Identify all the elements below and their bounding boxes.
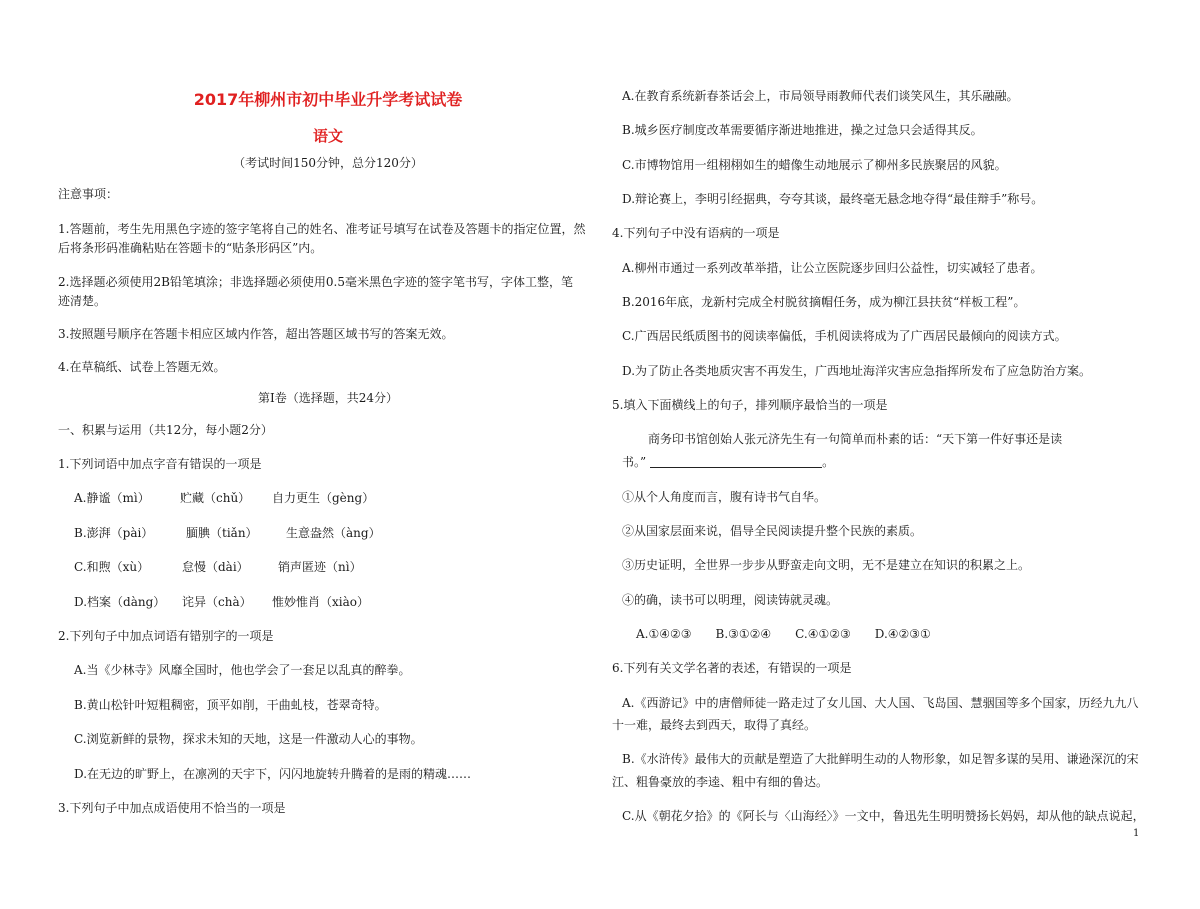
q5-options: A.①④②③ B.③①②④ C.④①②③ D.④②③① [636,627,931,641]
q3-option-b: B.城乡医疗制度改革需要循序渐进地推进，操之过急只会适得其反。 [622,123,983,137]
notice-item-1: 1.答题前，考生先用黑色字迹的签字笔将自己的姓名、准考证号填写在试卷及答题卡的指定位置，然 [58,222,586,236]
q1-option-c-3: 销声匿迹（nì） [278,560,362,574]
q4-option-b: B.2016年底，龙新村完成全村脱贫摘帽任务，成为柳江县扶贫“样板工程”。 [622,295,1026,309]
q1-option-b-3: 生意盎然（àng） [286,526,381,540]
q4-stem: 4.下列句子中没有语病的一项是 [612,226,780,240]
notice-heading: 注意事项： [58,187,119,201]
q5-stem: 5.填入下面横线上的句子，排列顺序最恰当的一项是 [612,398,888,412]
q2-option-a: A.当《少林寺》风靡全国时，他也学会了一套足以乱真的醉拳。 [74,663,411,677]
part-title: 一、积累与运用（共12分，每小题2分） [58,423,273,437]
q6-option-b: B.《水浒传》最伟大的贡献是塑造了大批鲜明生动的人物形象，如足智多谋的吴用、谦逊深沉的宋 [622,752,1139,766]
exam-title: 2017年柳州市初中毕业升学考试试卷 [193,90,463,109]
q5-passage-line1: 商务印书馆创始人张元济先生有一句简单而朴素的话：“天下第一件好事还是读 [648,432,1063,446]
page-number: 1 [1133,828,1140,839]
q5-sentence-1: ①从个人角度而言，腹有诗书气自华。 [622,490,827,504]
fill-blank-line [650,455,822,468]
q6-option-b-cont: 江、粗鲁豪放的李逵、粗中有细的鲁达。 [612,775,829,789]
q5-sentence-4: ④的确，读书可以明理，阅读铸就灵魂。 [622,593,839,607]
q5-sentence-2: ②从国家层面来说，倡导全民阅读提升整个民族的素质。 [622,524,923,538]
notice-item-2-cont: 迹清楚。 [58,294,107,308]
notice-item-2: 2.选择题必须使用2B铅笔填涂；非选择题必须使用0.5毫米黑色字迹的签字笔书写，字体工整，笔 [58,275,573,289]
notice-item-3: 3.按照题号顺序在答题卡相应区域内作答，超出答题区域书写的答案无效。 [58,327,454,341]
q1-option-b-1: B.澎湃（pài） [74,526,154,540]
q4-option-d: D.为了防止各类地质灾害不再发生，广西地址海洋灾害应急指挥所发布了应急防治方案。 [622,364,1092,378]
q1-option-a-1: A.静谧（mì） [74,491,150,505]
notice-item-1-cont: 后将条形码准确粘贴在答题卡的“贴条形码区”内。 [58,241,323,255]
q1-option-d-3: 惟妙惟肖（xiào） [272,595,369,609]
q3-stem: 3.下列句子中加点成语使用不恰当的一项是 [58,801,286,815]
q6-stem: 6.下列有关文学名著的表述，有错误的一项是 [612,661,852,675]
q1-option-c-1: C.和煦（xù） [74,560,150,574]
q1-option-d-1: D.档案（dàng） [74,595,166,609]
volume-title: 第Ⅰ卷（选择题，共24分） [257,391,398,405]
q2-option-b: B.黄山松针叶短粗稠密，顶平如削，干曲虬枝，苍翠奇特。 [74,698,387,712]
q4-option-c: C.广西居民纸质图书的阅读率偏低，手机阅读将成为了广西居民最倾向的阅读方式。 [622,329,1067,343]
q3-option-a: A.在教育系统新春茶话会上，市局领导雨教师代表们谈笑风生，其乐融融。 [622,89,1019,103]
q3-option-d: D.辩论赛上，李明引经据典，夸夸其谈，最终毫无悬念地夺得“最佳辩手”称号。 [622,192,1044,206]
q5-passage-start: 书。” [622,455,647,469]
exam-info: （考试时间150分钟，总分120分） [233,156,423,170]
q5-passage-end: 。 [822,455,835,469]
q5-passage-line2 [622,454,834,470]
q5-sentence-3: ③历史证明，全世界一步步从野蛮走向文明，无不是建立在知识的积累之上。 [622,558,1031,572]
q6-option-c: C.从《朝花夕拾》的《阿长与〈山海经〉》一文中，鲁迅先生明明赞扬长妈妈，却从他的缺点说起， [622,809,1145,823]
q3-option-c: C.市博物馆用一组栩栩如生的蜡像生动地展示了柳州多民族聚居的风貌。 [622,158,1007,172]
q1-option-b-2: 腼腆（tiǎn） [186,526,258,540]
subject-title: 语文 [312,127,343,145]
notice-item-4: 4.在草稿纸、试卷上答题无效。 [58,360,226,374]
q1-option-c-2: 怠慢（dài） [182,560,249,574]
q4-option-a: A.柳州市通过一系列改革举措，让公立医院逐步回归公益性，切实减轻了患者。 [622,261,1043,275]
q6-option-a-cont: 十一难，最终去到西天，取得了真经。 [612,718,817,732]
q1-option-a-2: 贮藏（chǔ） [180,491,251,505]
q2-stem: 2.下列句子中加点词语有错别字的一项是 [58,629,274,643]
q1-stem: 1.下列词语中加点字音有错误的一项是 [58,457,262,471]
q1-option-a-3: 自力更生（gèng） [272,491,375,505]
q1-option-d-2: 诧异（chà） [182,595,252,609]
q2-option-d: D.在无边的旷野上，在凛冽的天宇下，闪闪地旋转升腾着的是雨的精魂…… [74,767,472,781]
q2-option-c: C.浏览新鲜的景物，探求未知的天地，这是一件激动人心的事物。 [74,732,423,746]
q6-option-a: A.《西游记》中的唐僧师徒一路走过了女儿国、大人国、飞岛国、慧骃国等多个国家，历经九九八 [622,696,1139,710]
